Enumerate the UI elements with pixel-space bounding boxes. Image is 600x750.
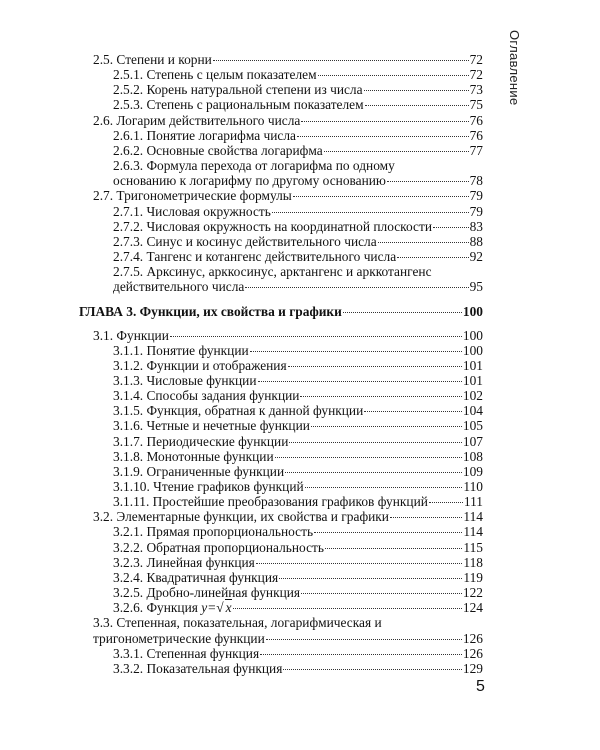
- toc-entry-title: 2.5. Степени и корни: [93, 52, 212, 67]
- formula-text: y=: [201, 600, 217, 615]
- toc-entry: [113, 97, 483, 113]
- dot-leader: [289, 442, 462, 443]
- dot-leader: [233, 608, 462, 609]
- dot-leader: [260, 654, 462, 655]
- toc-entry-title: действительного числа: [113, 279, 245, 294]
- toc-entry-page: 115: [463, 540, 483, 555]
- toc-entry-title: 3.2.3. Линейная функция: [113, 555, 255, 570]
- toc-entry-page: 88: [469, 234, 483, 249]
- toc-entry-title: 3.1.9. Ограниченные функции: [113, 464, 285, 479]
- dot-leader: [318, 75, 469, 76]
- toc-entry-page: 77: [469, 143, 483, 158]
- toc-entry-title: [113, 600, 232, 616]
- toc-entry: [113, 128, 483, 144]
- radicand: x: [225, 600, 232, 615]
- toc-entry-title: 3.1.1. Понятие функции: [113, 343, 249, 358]
- toc-entry-title: основанию к логарифму по другому основанию: [113, 173, 386, 188]
- dot-leader: [324, 151, 469, 152]
- toc-entry-page: 114: [463, 509, 483, 524]
- dot-leader: [433, 227, 469, 228]
- toc-entry: [113, 494, 483, 510]
- toc-entry-page: 102: [462, 388, 483, 403]
- toc-entry-page: 100: [462, 343, 483, 358]
- toc-entry-page: 75: [469, 97, 483, 112]
- dot-leader: [305, 487, 463, 488]
- toc-entry: [113, 403, 483, 419]
- toc-entry-page: 100: [462, 328, 483, 343]
- toc-entry-page: 79: [469, 204, 483, 219]
- dot-leader: [300, 396, 461, 397]
- toc-entry-title: 3.1.5. Функция, обратная к данной функции: [113, 403, 364, 418]
- toc-entry: [113, 249, 483, 265]
- toc-entry-page: 72: [469, 67, 483, 82]
- toc-entry-title: 3.2.2. Обратная пропорциональность: [113, 540, 324, 555]
- toc-entry-title: 3.1.2. Функции и отображения: [113, 358, 287, 373]
- toc-entry-page: 101: [462, 373, 483, 388]
- toc-entry-page: 107: [462, 434, 483, 449]
- running-header-title: Оглавление: [507, 30, 522, 106]
- toc-entry: [113, 82, 483, 98]
- dot-leader: [250, 351, 462, 352]
- toc-entry: [113, 449, 483, 465]
- toc-entry-title: 3.1.7. Периодические функции: [113, 434, 289, 449]
- toc-entry-title: 2.5.1. Степень с целым показателем: [113, 67, 317, 82]
- toc-entry: [113, 143, 483, 159]
- toc-entry-title: 2.6.3. Формула перехода от логарифма по одному: [113, 158, 395, 173]
- toc-entry-title: 3.1.3. Числовые функции: [113, 373, 257, 388]
- toc-entry-title: 3.1.8. Монотонные функции: [113, 449, 274, 464]
- toc-entry-title: тригонометрические функции: [93, 631, 265, 646]
- dot-leader: [364, 90, 469, 91]
- toc-entry-page: 92: [469, 249, 483, 264]
- toc-entry-title: ГЛАВА 3. Функции, их свойства и графики: [79, 304, 342, 319]
- toc-entry: [113, 585, 483, 601]
- toc-entry: [113, 661, 483, 677]
- toc-entry-page: 76: [469, 113, 483, 128]
- dot-leader: [285, 472, 462, 473]
- toc-entry-title: 3.2.5. Дробно-линейная функция: [113, 585, 301, 600]
- dot-leader: [387, 181, 469, 182]
- toc-entry: [93, 113, 483, 129]
- toc-entry: [113, 540, 483, 556]
- toc-entry: [113, 479, 483, 495]
- toc-entry-page: 78: [469, 173, 483, 188]
- dot-leader: [279, 578, 462, 579]
- toc-entry-title: 3.3. Степенная, показательная, логарифмическая и: [93, 615, 382, 630]
- toc-entry-title: 3.2. Элементарные функции, их свойства и графики: [93, 509, 389, 524]
- toc-entry: [93, 52, 483, 68]
- toc-entry-title: 3.3.2. Показательная функция: [113, 661, 283, 676]
- toc-entry-title: 2.7.2. Числовая окружность на координатной плоскости: [113, 219, 432, 234]
- toc-entry-page: 76: [469, 128, 483, 143]
- toc-entry-title: 3.1.11. Простейшие преобразования графиков функций: [113, 494, 428, 509]
- dot-leader: [301, 593, 462, 594]
- toc-entry-page: 105: [462, 418, 483, 433]
- toc-entry-title: 2.6. Логарим действительного числа: [93, 113, 301, 128]
- toc-entry: [93, 188, 483, 204]
- toc-entry: [113, 358, 483, 374]
- dot-leader: [275, 457, 462, 458]
- toc-entry-page: 83: [469, 219, 483, 234]
- dot-leader: [311, 426, 462, 427]
- toc-entry-title: 3.1.10. Чтение графиков функций: [113, 479, 304, 494]
- toc-entry-title: 3.2.4. Квадратичная функция: [113, 570, 279, 585]
- chapter-heading: [79, 304, 483, 320]
- dot-leader: [245, 287, 468, 288]
- dot-leader: [256, 563, 463, 564]
- dot-leader: [343, 312, 462, 313]
- toc-entry: [113, 67, 483, 83]
- toc-entry-title: 2.7.1. Числовая окружность: [113, 204, 271, 219]
- toc-entry: [113, 388, 483, 404]
- toc-entry: [93, 631, 483, 647]
- toc-entry-page: 119: [463, 570, 483, 585]
- toc-entry: [113, 343, 483, 359]
- toc-entry-page: 110: [463, 479, 483, 494]
- dot-leader: [378, 242, 469, 243]
- toc-entry: [93, 328, 483, 344]
- sqrt-symbol: √: [216, 600, 224, 615]
- toc-entry: [113, 555, 483, 571]
- dot-leader: [397, 257, 468, 258]
- toc-entry: [113, 234, 483, 250]
- toc-entry-page: 73: [469, 82, 483, 97]
- toc-entry: [113, 434, 483, 450]
- toc-entry: [113, 646, 483, 662]
- dot-leader: [325, 548, 462, 549]
- dot-leader: [288, 366, 462, 367]
- dot-leader: [283, 669, 462, 670]
- dot-leader: [365, 105, 469, 106]
- toc-entry-title: 2.7. Тригонометрические формулы: [93, 188, 292, 203]
- dot-leader: [266, 639, 462, 640]
- dot-leader: [293, 196, 469, 197]
- toc-entry-page: 122: [462, 585, 483, 600]
- toc-entry-page: 129: [462, 661, 483, 676]
- toc-entry-page: 124: [462, 600, 483, 615]
- title-prefix: 3.2.6. Функция: [113, 600, 202, 615]
- page-number: 5: [476, 678, 485, 695]
- toc-entry-title: 2.7.4. Тангенс и котангенс действительного числа: [113, 249, 397, 264]
- toc-entry-title: 2.7.5. Арксинус, арккосинус, арктангенс и арккотангенс: [113, 264, 432, 279]
- toc-entry: [113, 418, 483, 434]
- dot-leader: [301, 121, 468, 122]
- toc-entry-title: 2.5.2. Корень натуральной степени из числа: [113, 82, 363, 97]
- dot-leader: [170, 336, 462, 337]
- dot-leader: [297, 136, 469, 137]
- toc-entry-title: 3.1.4. Способы задания функции: [113, 388, 300, 403]
- dot-leader: [390, 517, 462, 518]
- toc-entry-page: 72: [469, 52, 483, 67]
- toc-entry-page: 108: [462, 449, 483, 464]
- toc-entry: [113, 173, 483, 189]
- dot-leader: [364, 411, 462, 412]
- toc-entry: [113, 204, 483, 220]
- toc-entry-title: 3.1. Функции: [93, 328, 169, 343]
- toc-entry-page: 111: [463, 494, 483, 509]
- toc-entry: [113, 464, 483, 480]
- toc-entry-title: 3.3.1. Степенная функция: [113, 646, 260, 661]
- toc-entry-page: 79: [469, 188, 483, 203]
- toc-entry: [113, 570, 483, 586]
- toc-entry: [113, 219, 483, 235]
- toc-entry-page: 104: [462, 403, 483, 418]
- toc-entry-page: 126: [462, 646, 483, 661]
- toc-entry-page: 126: [462, 631, 483, 646]
- toc-entry-page: 118: [463, 555, 483, 570]
- toc-entry-title: 3.2.1. Прямая пропорциональность: [113, 524, 314, 539]
- toc-entry-page: 109: [462, 464, 483, 479]
- toc-entry: [93, 509, 483, 525]
- toc-entry: [113, 524, 483, 540]
- toc-entry: [113, 373, 483, 389]
- dot-leader: [258, 381, 462, 382]
- dot-leader: [272, 212, 469, 213]
- toc-entry-title: 2.6.2. Основные свойства логарифма: [113, 143, 323, 158]
- dot-leader: [213, 60, 469, 61]
- toc-entry-page: 100: [462, 304, 483, 319]
- toc-entry-title: 2.6.1. Понятие логарифма числа: [113, 128, 296, 143]
- toc-entry-page: 114: [463, 524, 483, 539]
- toc-entry-title: 2.7.3. Синус и косинус действительного числа: [113, 234, 377, 249]
- toc-entry-title: 3.1.6. Четные и нечетные функции: [113, 418, 310, 433]
- dot-leader: [314, 532, 462, 533]
- dot-leader: [429, 502, 463, 503]
- toc-entry: [113, 600, 483, 616]
- toc-entry-title: 2.5.3. Степень с рациональным показателем: [113, 97, 364, 112]
- toc-entry-page: 95: [469, 279, 483, 294]
- toc-entry: [113, 279, 483, 295]
- toc-entry-page: 101: [462, 358, 483, 373]
